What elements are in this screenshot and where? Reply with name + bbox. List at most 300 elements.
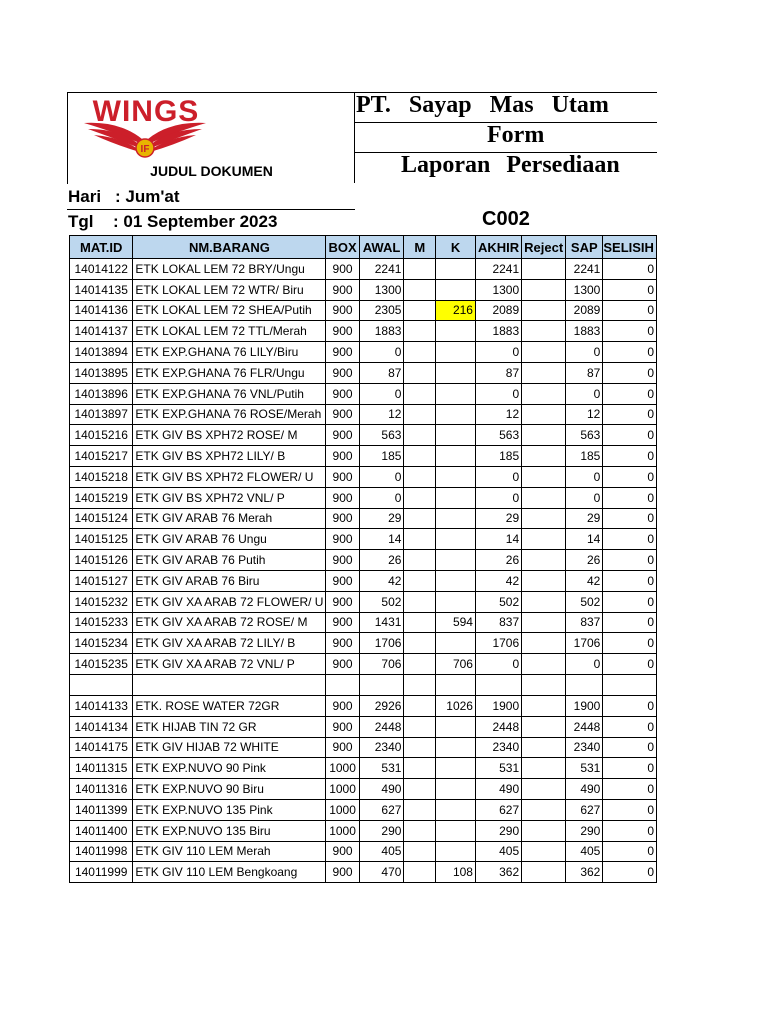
- cell-m: [404, 529, 436, 550]
- cell-reject: [522, 508, 566, 529]
- cell-reject: [522, 466, 566, 487]
- cell-box: 1000: [326, 799, 359, 820]
- cell-awal: 2340: [359, 737, 404, 758]
- cell-akhir: 2089: [475, 300, 521, 321]
- cell-akhir: [475, 674, 521, 695]
- cell-m: [404, 446, 436, 467]
- cell-nm-barang: ETK EXP.NUVO 135 Pink: [133, 799, 326, 820]
- col-header-akhir: AKHIR: [475, 236, 521, 259]
- cell-akhir: 0: [475, 342, 521, 363]
- table-row: [70, 570, 657, 591]
- cell-awal: 42: [359, 570, 404, 591]
- cell-selisih: 0: [603, 383, 657, 404]
- table-row: [70, 425, 657, 446]
- col-header-selisih: SELISIH: [603, 236, 657, 259]
- cell-selisih: 0: [603, 862, 657, 883]
- cell-akhir: 42: [475, 570, 521, 591]
- cell-mat-id: 14015216: [70, 425, 133, 446]
- cell-selisih: 0: [603, 591, 657, 612]
- cell-m: [404, 321, 436, 342]
- cell-m: [404, 737, 436, 758]
- cell-box: 900: [326, 446, 359, 467]
- cell-box: 900: [326, 279, 359, 300]
- cell-nm-barang: ETK EXP.NUVO 90 Pink: [133, 758, 326, 779]
- cell-reject: [522, 674, 566, 695]
- cell-nm-barang: ETK LOKAL LEM 72 TTL/Merah: [133, 321, 326, 342]
- cell-k: 1026: [436, 695, 476, 716]
- cell-nm-barang: ETK GIV ARAB 76 Biru: [133, 570, 326, 591]
- cell-box: 900: [326, 612, 359, 633]
- cell-box: 1000: [326, 820, 359, 841]
- cell-akhir: 837: [475, 612, 521, 633]
- divider: [67, 209, 355, 210]
- cell-awal: 185: [359, 446, 404, 467]
- cell-sap: 1900: [566, 695, 603, 716]
- cell-akhir: 1300: [475, 279, 521, 300]
- table-row: [70, 383, 657, 404]
- cell-mat-id: 14014134: [70, 716, 133, 737]
- cell-selisih: 0: [603, 716, 657, 737]
- cell-box: 900: [326, 362, 359, 383]
- cell-selisih: 0: [603, 654, 657, 675]
- document-label: JUDUL DOKUMEN: [150, 163, 273, 179]
- report-title: Laporan Persediaan: [401, 152, 620, 178]
- cell-box: 900: [326, 550, 359, 571]
- cell-selisih: 0: [603, 300, 657, 321]
- cell-k: [436, 841, 476, 862]
- cell-awal: 2305: [359, 300, 404, 321]
- col-header-nm-barang: NM.BARANG: [133, 236, 326, 259]
- cell-nm-barang: ETK EXP.NUVO 135 Biru: [133, 820, 326, 841]
- cell-m: [404, 674, 436, 695]
- cell-awal: 627: [359, 799, 404, 820]
- cell-box: [326, 674, 359, 695]
- cell-sap: 627: [566, 799, 603, 820]
- cell-sap: 0: [566, 466, 603, 487]
- cell-box: 900: [326, 300, 359, 321]
- cell-box: 900: [326, 591, 359, 612]
- cell-sap: 502: [566, 591, 603, 612]
- cell-m: [404, 716, 436, 737]
- table-row: [70, 591, 657, 612]
- cell-box: 900: [326, 570, 359, 591]
- cell-mat-id: 14015232: [70, 591, 133, 612]
- cell-box: 1000: [326, 758, 359, 779]
- cell-k: [436, 487, 476, 508]
- table-row: [70, 487, 657, 508]
- cell-reject: [522, 820, 566, 841]
- cell-sap: 2448: [566, 716, 603, 737]
- cell-reject: [522, 404, 566, 425]
- cell-akhir: 2340: [475, 737, 521, 758]
- cell-k: [436, 259, 476, 280]
- cell-k: [436, 362, 476, 383]
- cell-reject: [522, 446, 566, 467]
- cell-mat-id: 14015126: [70, 550, 133, 571]
- table-row: [70, 279, 657, 300]
- cell-k: [436, 279, 476, 300]
- cell-nm-barang: ETK LOKAL LEM 72 BRY/Ungu: [133, 259, 326, 280]
- cell-mat-id: 14014136: [70, 300, 133, 321]
- table-header-row: [70, 236, 657, 259]
- cell-reject: [522, 425, 566, 446]
- wings-emblem-icon: [80, 119, 210, 161]
- cell-nm-barang: ETK LOKAL LEM 72 WTR/ Biru: [133, 279, 326, 300]
- cell-awal: 2926: [359, 695, 404, 716]
- cell-selisih: 0: [603, 466, 657, 487]
- table-row: [70, 259, 657, 280]
- cell-selisih: 0: [603, 362, 657, 383]
- cell-selisih: 0: [603, 799, 657, 820]
- cell-awal: 1431: [359, 612, 404, 633]
- cell-awal: 26: [359, 550, 404, 571]
- svg-text:IF: IF: [140, 144, 150, 155]
- cell-k: [436, 758, 476, 779]
- cell-reject: [522, 550, 566, 571]
- table-row: [70, 716, 657, 737]
- cell-sap: 290: [566, 820, 603, 841]
- cell-awal: 0: [359, 487, 404, 508]
- wings-logo-text: WINGS: [92, 95, 200, 128]
- col-header-mat-id: MAT.ID: [70, 236, 133, 259]
- cell-reject: [522, 259, 566, 280]
- table-row: [70, 862, 657, 883]
- cell-nm-barang: ETK GIV ARAB 76 Putih: [133, 550, 326, 571]
- cell-sap: 26: [566, 550, 603, 571]
- cell-selisih: 0: [603, 404, 657, 425]
- cell-sap: 490: [566, 779, 603, 800]
- day-value: : Jum'at: [115, 187, 180, 206]
- cell-nm-barang: ETK. ROSE WATER 72GR: [133, 695, 326, 716]
- cell-m: [404, 404, 436, 425]
- cell-m: [404, 550, 436, 571]
- company-name: PT. Sayap Mas Utam: [356, 92, 609, 118]
- cell-nm-barang: ETK EXP.GHANA 76 FLR/Ungu: [133, 362, 326, 383]
- cell-sap: 0: [566, 383, 603, 404]
- cell-nm-barang: ETK EXP.GHANA 76 ROSE/Merah: [133, 404, 326, 425]
- cell-m: [404, 654, 436, 675]
- cell-nm-barang: ETK LOKAL LEM 72 SHEA/Putih: [133, 300, 326, 321]
- cell-box: 900: [326, 321, 359, 342]
- table-row: [70, 820, 657, 841]
- cell-akhir: 12: [475, 404, 521, 425]
- cell-selisih: 0: [603, 550, 657, 571]
- cell-mat-id: [70, 674, 133, 695]
- cell-akhir: 1883: [475, 321, 521, 342]
- cell-mat-id: 14015124: [70, 508, 133, 529]
- cell-selisih: 0: [603, 259, 657, 280]
- cell-m: [404, 820, 436, 841]
- col-header-k: K: [436, 236, 476, 259]
- table-row: [70, 758, 657, 779]
- cell-box: 900: [326, 716, 359, 737]
- cell-m: [404, 758, 436, 779]
- cell-k: [436, 570, 476, 591]
- cell-k: [436, 799, 476, 820]
- cell-box: 900: [326, 342, 359, 363]
- form-title: Form: [487, 122, 545, 148]
- cell-nm-barang: ETK GIV BS XPH72 ROSE/ M: [133, 425, 326, 446]
- cell-m: [404, 862, 436, 883]
- cell-mat-id: 14011315: [70, 758, 133, 779]
- cell-box: 900: [326, 695, 359, 716]
- table-row: [70, 529, 657, 550]
- col-header-reject: Reject: [522, 236, 566, 259]
- cell-m: [404, 383, 436, 404]
- cell-akhir: 0: [475, 654, 521, 675]
- cell-mat-id: 14013894: [70, 342, 133, 363]
- cell-akhir: 2448: [475, 716, 521, 737]
- cell-selisih: 0: [603, 487, 657, 508]
- cell-selisih: 0: [603, 841, 657, 862]
- cell-box: 1000: [326, 779, 359, 800]
- cell-selisih: 0: [603, 321, 657, 342]
- cell-akhir: 502: [475, 591, 521, 612]
- cell-nm-barang: [133, 674, 326, 695]
- cell-selisih: 0: [603, 695, 657, 716]
- cell-reject: [522, 799, 566, 820]
- cell-sap: 2241: [566, 259, 603, 280]
- cell-k: 108: [436, 862, 476, 883]
- cell-selisih: 0: [603, 633, 657, 654]
- table-row: [70, 446, 657, 467]
- cell-box: 900: [326, 737, 359, 758]
- cell-box: 900: [326, 841, 359, 862]
- table-row: [70, 321, 657, 342]
- cell-selisih: 0: [603, 279, 657, 300]
- cell-nm-barang: ETK GIV XA ARAB 72 ROSE/ M: [133, 612, 326, 633]
- cell-box: 900: [326, 508, 359, 529]
- cell-reject: [522, 654, 566, 675]
- cell-awal: 2241: [359, 259, 404, 280]
- cell-nm-barang: ETK GIV XA ARAB 72 VNL/ P: [133, 654, 326, 675]
- cell-k: 594: [436, 612, 476, 633]
- cell-selisih: 0: [603, 779, 657, 800]
- cell-reject: [522, 321, 566, 342]
- cell-k: [436, 591, 476, 612]
- cell-mat-id: 14014122: [70, 259, 133, 280]
- cell-awal: 490: [359, 779, 404, 800]
- cell-mat-id: 14014175: [70, 737, 133, 758]
- cell-awal: 29: [359, 508, 404, 529]
- cell-m: [404, 799, 436, 820]
- cell-selisih: 0: [603, 737, 657, 758]
- cell-k: [436, 716, 476, 737]
- cell-akhir: 405: [475, 841, 521, 862]
- cell-awal: [359, 674, 404, 695]
- cell-sap: 563: [566, 425, 603, 446]
- cell-mat-id: 14011998: [70, 841, 133, 862]
- cell-box: 900: [326, 529, 359, 550]
- document-code: C002: [482, 208, 530, 230]
- cell-mat-id: 14013895: [70, 362, 133, 383]
- cell-k: [436, 550, 476, 571]
- cell-reject: [522, 300, 566, 321]
- cell-akhir: 2241: [475, 259, 521, 280]
- cell-mat-id: 14015234: [70, 633, 133, 654]
- cell-sap: 87: [566, 362, 603, 383]
- table-row: [70, 841, 657, 862]
- cell-awal: 1706: [359, 633, 404, 654]
- cell-nm-barang: ETK GIV BS XPH72 FLOWER/ U: [133, 466, 326, 487]
- cell-mat-id: 14015125: [70, 529, 133, 550]
- cell-akhir: 531: [475, 758, 521, 779]
- cell-akhir: 490: [475, 779, 521, 800]
- cell-awal: 1300: [359, 279, 404, 300]
- cell-sap: 1300: [566, 279, 603, 300]
- cell-box: 900: [326, 466, 359, 487]
- cell-box: 900: [326, 404, 359, 425]
- cell-k: [436, 383, 476, 404]
- cell-mat-id: 14015218: [70, 466, 133, 487]
- col-header-sap: SAP: [566, 236, 603, 259]
- cell-reject: [522, 779, 566, 800]
- cell-mat-id: 14015217: [70, 446, 133, 467]
- table-row: [70, 737, 657, 758]
- cell-akhir: 29: [475, 508, 521, 529]
- cell-box: 900: [326, 487, 359, 508]
- cell-reject: [522, 737, 566, 758]
- cell-sap: 14: [566, 529, 603, 550]
- cell-akhir: 185: [475, 446, 521, 467]
- cell-k: 706: [436, 654, 476, 675]
- cell-sap: 1706: [566, 633, 603, 654]
- cell-selisih: 0: [603, 446, 657, 467]
- cell-nm-barang: ETK EXP.GHANA 76 VNL/Putih: [133, 383, 326, 404]
- col-header-awal: AWAL: [359, 236, 404, 259]
- cell-m: [404, 362, 436, 383]
- cell-mat-id: 14015235: [70, 654, 133, 675]
- cell-m: [404, 612, 436, 633]
- cell-reject: [522, 383, 566, 404]
- cell-reject: [522, 841, 566, 862]
- cell-selisih: 0: [603, 612, 657, 633]
- cell-selisih: 0: [603, 425, 657, 446]
- cell-m: [404, 487, 436, 508]
- cell-awal: 470: [359, 862, 404, 883]
- cell-m: [404, 300, 436, 321]
- cell-mat-id: 14014135: [70, 279, 133, 300]
- cell-nm-barang: ETK GIV 110 LEM Bengkoang: [133, 862, 326, 883]
- cell-k: 216: [436, 300, 476, 321]
- logo-area: [68, 93, 355, 183]
- table-row: [70, 404, 657, 425]
- cell-sap: 405: [566, 841, 603, 862]
- cell-selisih: 0: [603, 342, 657, 363]
- table-row: [70, 508, 657, 529]
- cell-reject: [522, 758, 566, 779]
- cell-box: 900: [326, 633, 359, 654]
- table-row: [70, 654, 657, 675]
- cell-k: [436, 508, 476, 529]
- cell-mat-id: 14011316: [70, 779, 133, 800]
- col-header-box: BOX: [326, 236, 359, 259]
- cell-k: [436, 674, 476, 695]
- cell-akhir: 0: [475, 466, 521, 487]
- cell-sap: [566, 674, 603, 695]
- cell-sap: 1883: [566, 321, 603, 342]
- cell-m: [404, 342, 436, 363]
- cell-nm-barang: ETK GIV ARAB 76 Ungu: [133, 529, 326, 550]
- cell-reject: [522, 716, 566, 737]
- cell-nm-barang: ETK GIV 110 LEM Merah: [133, 841, 326, 862]
- cell-sap: 0: [566, 654, 603, 675]
- table-row: [70, 633, 657, 654]
- cell-reject: [522, 362, 566, 383]
- cell-mat-id: 14015233: [70, 612, 133, 633]
- cell-awal: 2448: [359, 716, 404, 737]
- cell-nm-barang: ETK GIV ARAB 76 Merah: [133, 508, 326, 529]
- cell-awal: 290: [359, 820, 404, 841]
- cell-m: [404, 591, 436, 612]
- cell-nm-barang: ETK EXP.GHANA 76 LILY/Biru: [133, 342, 326, 363]
- cell-nm-barang: ETK GIV HIJAB 72 WHITE: [133, 737, 326, 758]
- cell-selisih: 0: [603, 820, 657, 841]
- cell-k: [436, 633, 476, 654]
- cell-sap: 29: [566, 508, 603, 529]
- cell-reject: [522, 529, 566, 550]
- cell-reject: [522, 279, 566, 300]
- cell-reject: [522, 591, 566, 612]
- table-row: [70, 695, 657, 716]
- cell-k: [436, 529, 476, 550]
- cell-awal: 0: [359, 383, 404, 404]
- table-row: [70, 300, 657, 321]
- cell-k: [436, 446, 476, 467]
- cell-akhir: 1900: [475, 695, 521, 716]
- cell-mat-id: 14015127: [70, 570, 133, 591]
- cell-k: [436, 820, 476, 841]
- cell-nm-barang: ETK EXP.NUVO 90 Biru: [133, 779, 326, 800]
- cell-akhir: 87: [475, 362, 521, 383]
- cell-k: [436, 321, 476, 342]
- cell-sap: 2340: [566, 737, 603, 758]
- cell-m: [404, 425, 436, 446]
- cell-box: 900: [326, 425, 359, 446]
- cell-m: [404, 779, 436, 800]
- table-row: [70, 362, 657, 383]
- cell-sap: 185: [566, 446, 603, 467]
- cell-awal: 405: [359, 841, 404, 862]
- cell-akhir: 627: [475, 799, 521, 820]
- cell-nm-barang: ETK GIV XA ARAB 72 FLOWER/ U: [133, 591, 326, 612]
- cell-nm-barang: ETK HIJAB TIN 72 GR: [133, 716, 326, 737]
- cell-selisih: 0: [603, 758, 657, 779]
- cell-awal: 502: [359, 591, 404, 612]
- table-row: [70, 612, 657, 633]
- cell-k: [436, 466, 476, 487]
- cell-m: [404, 508, 436, 529]
- table-row: [70, 779, 657, 800]
- cell-awal: 706: [359, 654, 404, 675]
- cell-sap: 837: [566, 612, 603, 633]
- cell-awal: 0: [359, 466, 404, 487]
- cell-sap: 0: [566, 342, 603, 363]
- cell-akhir: 26: [475, 550, 521, 571]
- cell-mat-id: 14014137: [70, 321, 133, 342]
- cell-nm-barang: ETK GIV XA ARAB 72 LILY/ B: [133, 633, 326, 654]
- cell-mat-id: 14013897: [70, 404, 133, 425]
- date-label: Tgl: [68, 212, 94, 231]
- day-label: Hari: [68, 187, 102, 206]
- cell-m: [404, 633, 436, 654]
- cell-mat-id: 14015219: [70, 487, 133, 508]
- cell-akhir: 290: [475, 820, 521, 841]
- cell-mat-id: 14011399: [70, 799, 133, 820]
- cell-akhir: 14: [475, 529, 521, 550]
- cell-awal: 0: [359, 342, 404, 363]
- cell-selisih: [603, 674, 657, 695]
